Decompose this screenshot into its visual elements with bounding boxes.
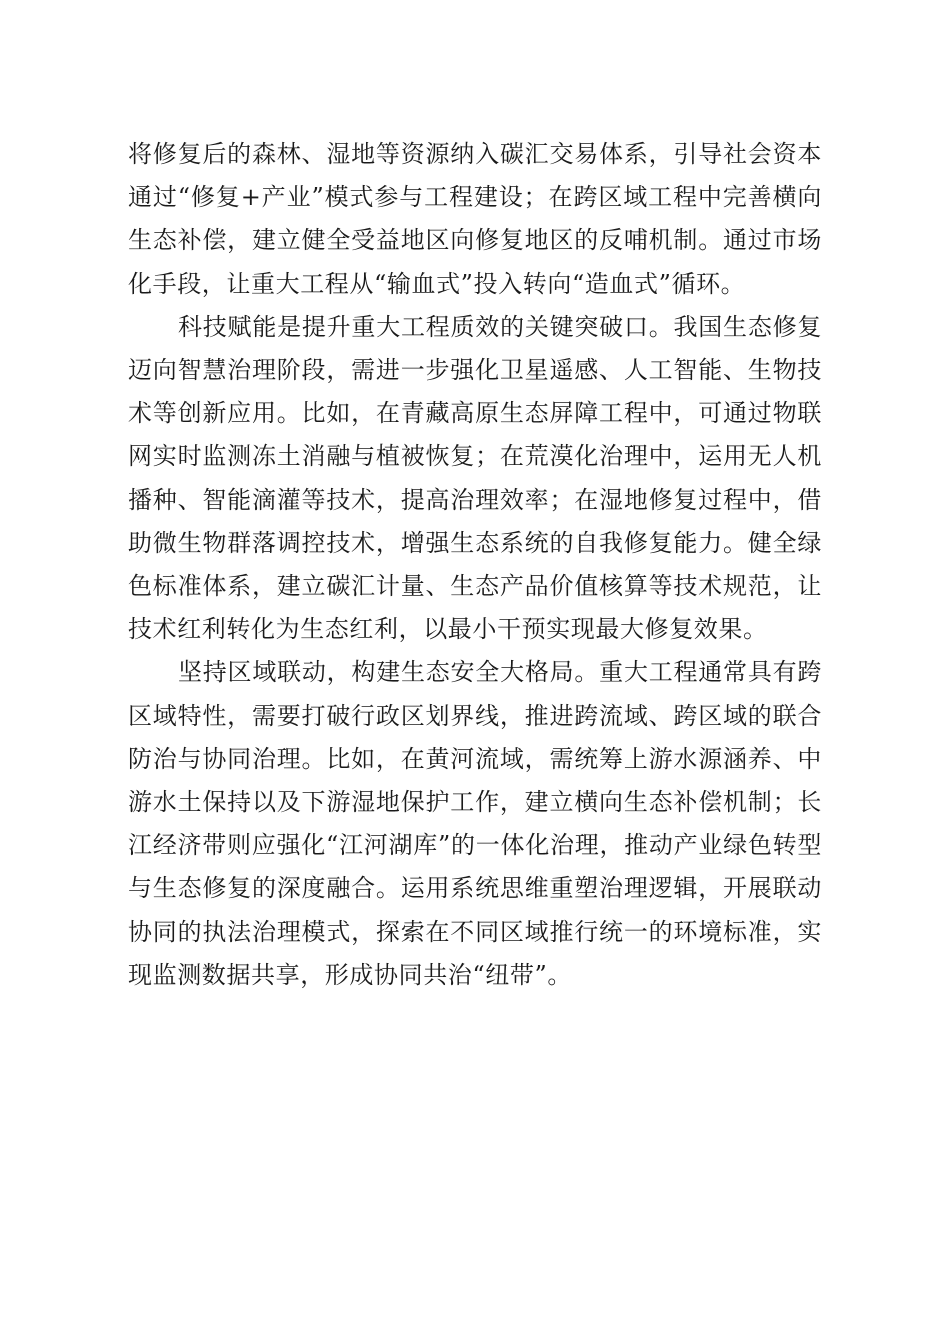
paragraph-continued: 将修复后的森林、湿地等资源纳入碳汇交易体系，引导社会资本通过“修复+产业”模式参与工程建设；在跨区域工程中完善横向生态补偿，建立健全受益地区向修复地区的反哺机制。通过市场化手段，让重大工程从“输血式”投入转向“造血式”循环。 — [128, 140, 822, 298]
paragraph-regional-linkage: 坚持区域联动，构建生态安全大格局。重大工程通常具有跨区域特性，需要打破行政区划界线，推进跨流域、跨区域的联合防治与协同治理。比如，在黄河流域，需统筹上游水源涵养、中游水土保持以及下游湿地保护工作，建立横向生态补偿机制；长江经济带则应强化“江河湖库”的一体化治理，推动产业绿色转型与生态修复的深度融合。运用系统思维重塑治理逻辑，开展联动协同的执法治理模式，探索在不同区域推行统一的环境标准，实现监测数据共享，形成协同共治“纽带”。 — [128, 658, 822, 989]
paragraph-tech-empowerment: 科技赋能是提升重大工程质效的关键突破口。我国生态修复迈向智慧治理阶段，需进一步强化卫星遥感、人工智能、生物技术等创新应用。比如，在青藏高原生态屏障工程中，可通过物联网实时监测冻土消融与植被恢复；在荒漠化治理中，运用无人机播种、智能滴灌等技术，提高治理效率；在湿地修复过程中，借助微生物群落调控技术，增强生态系统的自我修复能力。健全绿色标准体系，建立碳汇计量、生态产品价值核算等技术规范，让技术红利转化为生态红利，以最小干预实现最大修复效果。 — [128, 312, 822, 644]
